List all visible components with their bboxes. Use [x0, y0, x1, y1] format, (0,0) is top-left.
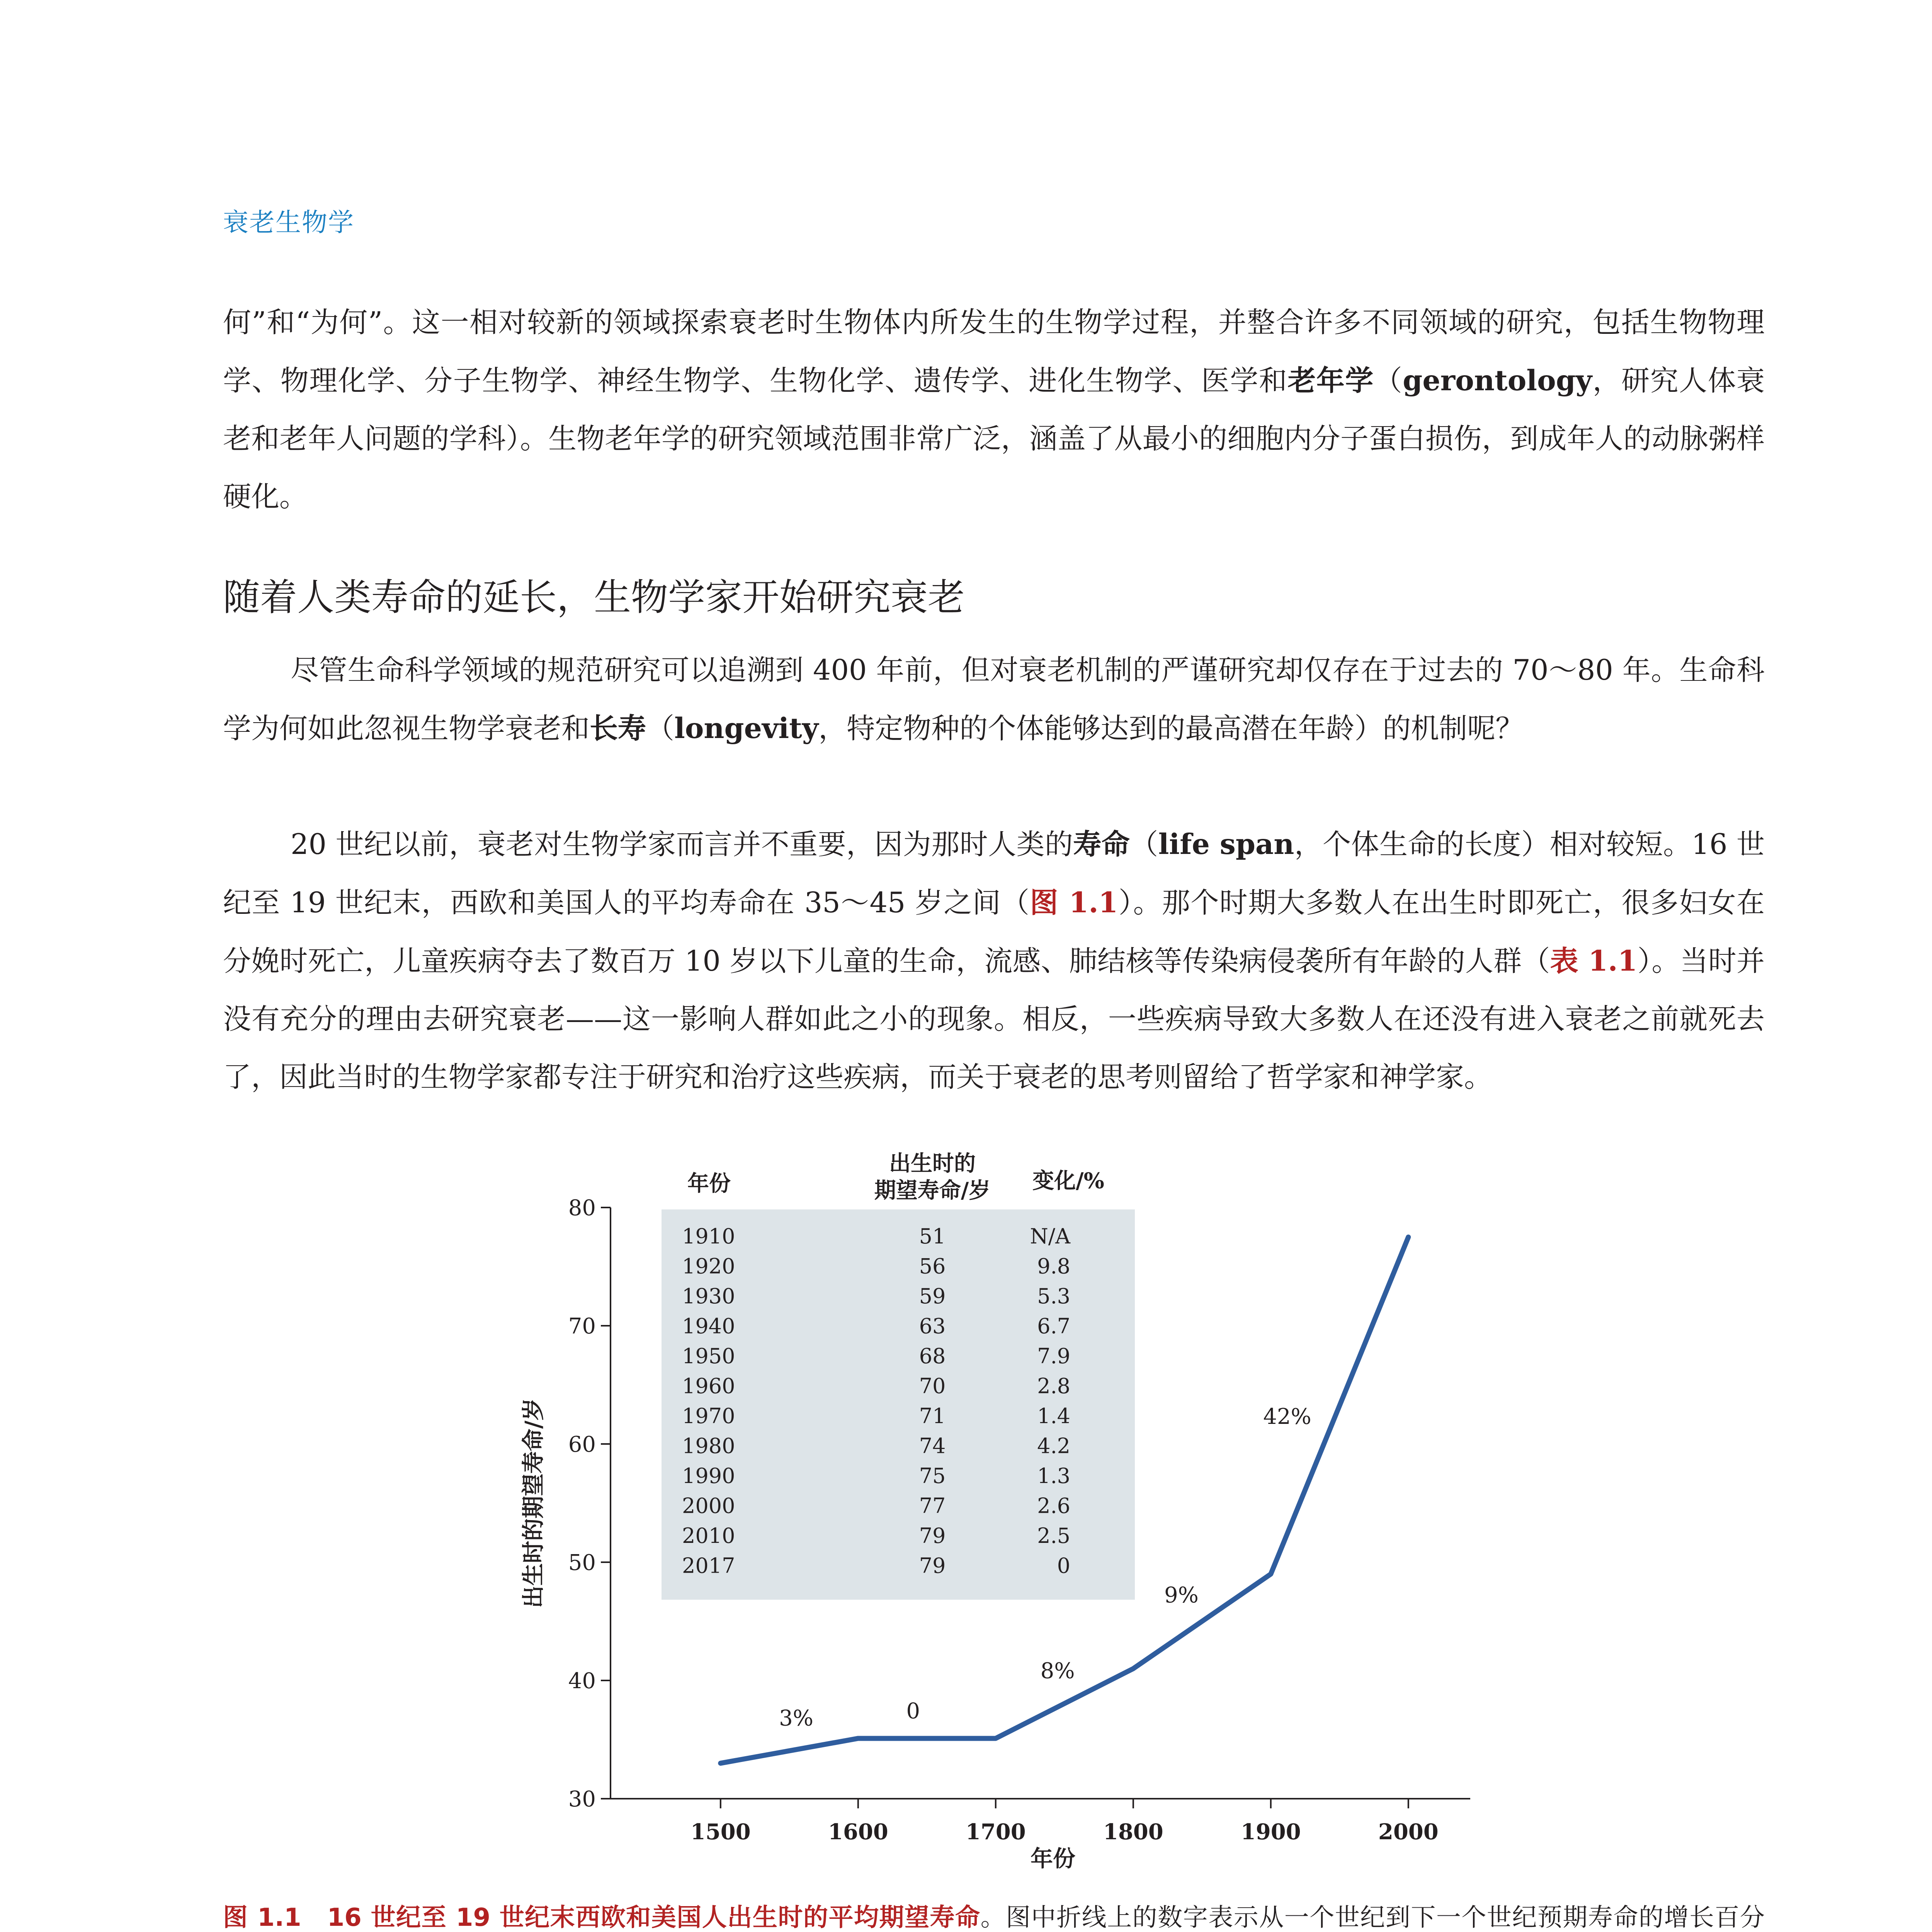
inset-cell-expectancy: 79 — [919, 1524, 946, 1548]
inset-cell-expectancy: 79 — [919, 1553, 946, 1578]
inset-cell-year: 1910 — [682, 1224, 735, 1248]
running-head: 衰老生物学 — [223, 207, 354, 237]
term-gerontology-en: gerontology — [1403, 364, 1592, 397]
inset-cell-year: 1940 — [682, 1314, 735, 1338]
inset-cell-year: 2017 — [682, 1553, 735, 1578]
growth-annotation: 42% — [1263, 1404, 1311, 1429]
inset-header-year: 年份 — [687, 1171, 731, 1196]
y-tick-label: 40 — [568, 1668, 596, 1694]
inset-cell-change: 0 — [1057, 1553, 1070, 1578]
y-tick-label: 80 — [568, 1196, 596, 1221]
y-tick-label: 60 — [568, 1432, 596, 1457]
inset-cell-year: 1960 — [682, 1374, 735, 1398]
y-axis-label: 出生时的期望寿命/岁 — [520, 1398, 546, 1608]
paragraph-intro: 何”和“为何”。这一相对较新的领域探索衰老时生物体内所发生的生物学过程，并整合许多不同领域的研究，包括生物物理学、物理化学、分子生物学、神经生物学、生物化学、遗传学、进化生物学、医学和老年学（gerontology，研究人体衰老和老年人问题的学科）。生物老年学的研究领域范围非常广泛，涵盖了从最小的细胞内分子蛋白损伤，到成年人的动脉粥样硬化。 — [223, 306, 1765, 513]
inset-cell-expectancy: 59 — [919, 1284, 946, 1308]
inset-cell-expectancy: 77 — [919, 1493, 946, 1518]
term-lifespan-en: life span — [1158, 828, 1294, 861]
inset-cell-year: 1920 — [682, 1254, 735, 1279]
inset-cell-expectancy: 71 — [919, 1404, 946, 1428]
inset-cell-change: 7.9 — [1037, 1344, 1070, 1368]
x-tick-label: 1900 — [1240, 1819, 1301, 1845]
x-axis-label: 年份 — [1030, 1845, 1076, 1872]
paragraph-longevity: 尽管生命科学领域的规范研究可以追溯到 400 年前，但对衰老机制的严谨研究却仅存在于过去的 70～80 年。生命科学为何如此忽视生物学衰老和长寿（longevity，特定物种的个体能够达到的最高潜在年龄）的机制呢？ — [223, 654, 1765, 745]
inset-cell-year: 1950 — [682, 1344, 735, 1368]
figure-ref-link[interactable]: 图 1.1 — [1030, 886, 1118, 919]
term-gerontology-cn: 老年学 — [1287, 364, 1374, 397]
x-tick-label: 2000 — [1378, 1819, 1439, 1845]
inset-cell-year: 1930 — [682, 1284, 735, 1308]
inset-cell-expectancy: 56 — [919, 1254, 946, 1279]
x-tick-label: 1700 — [965, 1819, 1026, 1845]
inset-table — [662, 1151, 1135, 1600]
growth-annotation: 3% — [779, 1706, 814, 1731]
inset-cell-change: N/A — [1030, 1224, 1070, 1248]
x-tick-label: 1800 — [1103, 1819, 1163, 1845]
figure-caption: 图 1.1 16 世纪至 19 世纪末西欧和美国人出生时的平均期望寿命。图中折线上的数字表示从一个世纪到下一个世纪预期寿命的增长百分 — [223, 1903, 1765, 1932]
inset-header-expectancy-line2: 期望寿命/岁 — [874, 1178, 991, 1203]
inset-cell-year: 1980 — [682, 1434, 735, 1458]
y-tick-label: 70 — [568, 1314, 596, 1339]
growth-annotation: 8% — [1040, 1658, 1075, 1684]
inset-cell-change: 1.4 — [1037, 1404, 1070, 1428]
inset-cell-change: 9.8 — [1037, 1254, 1070, 1279]
inset-cell-expectancy: 51 — [919, 1224, 946, 1248]
inset-cell-change: 2.8 — [1037, 1374, 1070, 1398]
paragraph-lifespan: 20 世纪以前，衰老对生物学家而言并不重要，因为那时人类的寿命（life span，个体生命的长度）相对较短。16 世纪至 19 世纪末，西欧和美国人的平均寿命在 35～45 岁之间（图 1.1）。那个时期大多数人在出生时即死亡，很多妇女在分娩时死亡，儿童疾病夺去了数百万 10 岁以下儿童的生命，流感、肺结核等传染病侵袭所有年龄的人群（表 1.1）。当时并没有充分的理由去研究衰老——这一影响人群如此之小的现象。相反，一些疾病导致大多数人在还没有进入衰老之前就死去了，因此当时的生物学家都专注于研究和治疗这些疾病，而关于衰老的思考则留给了哲学家和神学家。 — [223, 828, 1765, 1094]
inset-cell-year: 2000 — [682, 1493, 735, 1518]
inset-cell-change: 2.6 — [1037, 1493, 1070, 1518]
inset-cell-year: 1990 — [682, 1464, 735, 1488]
inset-header-change: 变化/% — [1032, 1168, 1104, 1194]
inset-cell-year: 2010 — [682, 1524, 735, 1548]
term-lifespan-cn: 寿命 — [1073, 828, 1130, 861]
x-tick-label: 1500 — [690, 1819, 751, 1845]
term-longevity-cn: 长寿 — [590, 712, 646, 745]
inset-cell-expectancy: 70 — [919, 1374, 946, 1398]
growth-annotation: 9% — [1164, 1583, 1199, 1608]
y-tick-label: 50 — [568, 1550, 596, 1575]
y-tick-label: 30 — [568, 1787, 596, 1812]
inset-cell-change: 6.7 — [1037, 1314, 1070, 1338]
x-tick-label: 1600 — [828, 1819, 888, 1845]
inset-cell-change: 1.3 — [1037, 1464, 1070, 1488]
inset-header-expectancy-line1: 出生时的 — [889, 1151, 976, 1176]
inset-cell-year: 1970 — [682, 1404, 735, 1428]
caption-label: 图 1.1 16 世纪至 19 世纪末西欧和美国人出生时的平均期望寿命 — [223, 1903, 981, 1932]
inset-cell-change: 4.2 — [1037, 1434, 1070, 1458]
inset-cell-expectancy: 74 — [919, 1434, 946, 1458]
inset-cell-expectancy: 68 — [919, 1344, 946, 1368]
term-longevity-en: longevity — [674, 712, 819, 745]
inset-cell-expectancy: 75 — [919, 1464, 946, 1488]
inset-cell-change: 5.3 — [1037, 1284, 1070, 1308]
inset-cell-change: 2.5 — [1037, 1524, 1070, 1548]
growth-annotation: 0 — [906, 1698, 920, 1724]
section-heading-1: 随着人类寿命的延长，生物学家开始研究衰老 — [223, 576, 965, 619]
inset-cell-expectancy: 63 — [919, 1314, 946, 1338]
table-ref-link[interactable]: 表 1.1 — [1550, 944, 1638, 978]
